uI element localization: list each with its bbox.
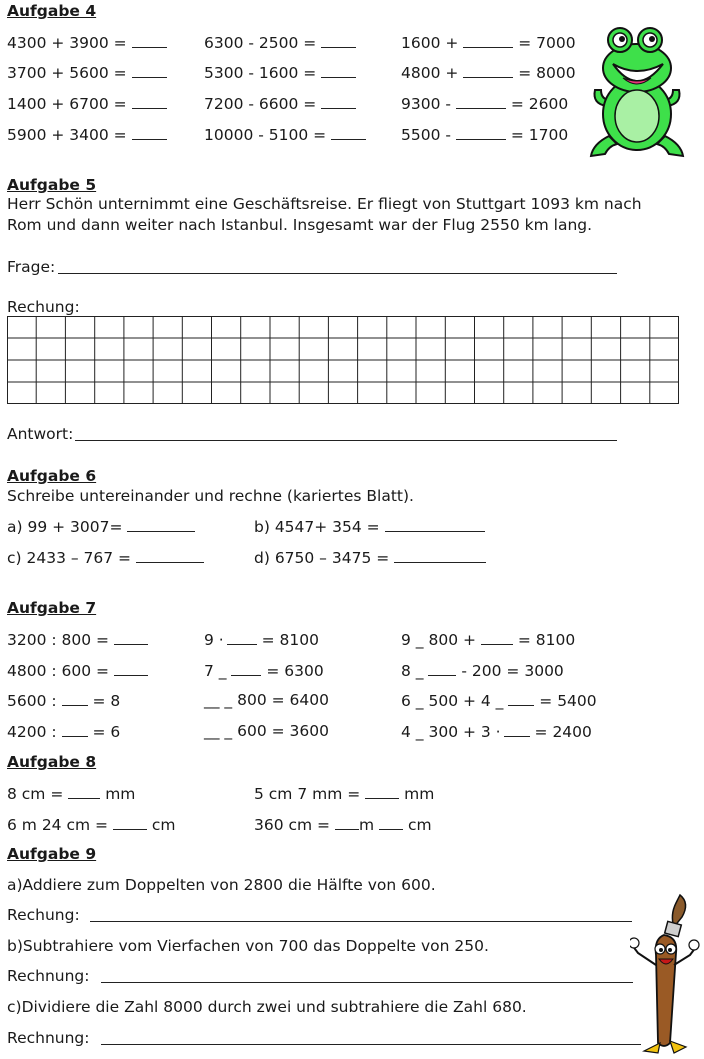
a8-task-b: 5 cm 7 mm = mm — [254, 785, 435, 803]
a5-rechung-label: Rechung: — [7, 298, 80, 316]
a5-antwort-label: Antwort: — [7, 425, 74, 443]
a5-problem-line-1: Herr Schön unternimmt eine Geschäftsreise. Er fliegt von Stuttgart 1093 km nach — [7, 195, 642, 213]
a9-answer-line-b[interactable] — [101, 982, 633, 983]
a7-r4-c2: __ _ 600 = 3600 — [204, 722, 329, 740]
aufgabe-9-heading: Aufgabe 9 — [7, 845, 97, 863]
calculation-grid[interactable] — [7, 316, 679, 404]
a7-r1-c1: 3200 : 800 = — [7, 630, 148, 649]
a7-r1-c2: 9 · = 8100 — [204, 631, 320, 649]
a7-r3-c1: 5600 : = 8 — [7, 692, 121, 710]
a4-r2-c1: 3700 + 5600 = — [7, 63, 167, 82]
aufgabe-7-heading: Aufgabe 7 — [7, 599, 97, 617]
aufgabe-8-heading: Aufgabe 8 — [7, 753, 97, 771]
a8-task-d: 360 cm = m cm — [254, 816, 432, 834]
a7-r3-c3: 6 _ 500 + 4 _ = 5400 — [401, 692, 597, 710]
a9-answer-line-c[interactable] — [101, 1044, 641, 1045]
paintbrush-character-illustration — [630, 893, 700, 1055]
a7-r3-c2: __ _ 800 = 6400 — [204, 691, 329, 709]
a6-task-d: d) 6750 – 3475 = — [254, 548, 486, 567]
frog-illustration — [587, 26, 687, 160]
a9-rechnung-c-label: Rechnung: — [7, 1029, 90, 1047]
a7-r1-c3: 9 _ 800 + = 8100 — [401, 631, 576, 649]
a6-task-a: a) 99 + 3007= — [7, 517, 195, 536]
a9-question-b: b)Subtrahiere vom Vierfachen von 700 das Doppelte von 250. — [7, 937, 489, 955]
a4-r3-c1: 1400 + 6700 = — [7, 94, 167, 113]
a9-question-a: a)Addiere zum Doppelten von 2800 die Hälfte von 600. — [7, 876, 436, 894]
a9-answer-line-a[interactable] — [90, 921, 632, 922]
a7-r4-c1: 4200 : = 6 — [7, 723, 121, 741]
a6-task-c: c) 2433 – 767 = — [7, 548, 204, 567]
a5-frage-label: Frage: — [7, 258, 56, 276]
a4-r4-c1: 5900 + 3400 = — [7, 125, 167, 144]
a5-problem-line-2: Rom und dann weiter nach Istanbul. Insgesamt war der Flug 2550 km lang. — [7, 216, 593, 234]
aufgabe-6-heading: Aufgabe 6 — [7, 467, 97, 485]
a5-frage-answer-line[interactable] — [58, 273, 617, 274]
a4-r1-c2: 6300 - 2500 = — [204, 33, 356, 52]
a7-r2-c3: 8 _ - 200 = 3000 — [401, 662, 564, 680]
a5-antwort-answer-line[interactable] — [75, 440, 617, 441]
a9-rechung-a-label: Rechung: — [7, 906, 80, 924]
a4-r1-c1: 4300 + 3900 = — [7, 33, 167, 52]
a4-r4-c3: 5500 - = 1700 — [401, 126, 569, 144]
a4-r3-c3: 9300 - = 2600 — [401, 95, 569, 113]
a9-rechnung-b-label: Rechnung: — [7, 967, 90, 985]
a4-r1-c3: 1600 + = 7000 — [401, 34, 576, 52]
aufgabe-4-heading: Aufgabe 4 — [7, 2, 97, 20]
a4-r2-c2: 5300 - 1600 = — [204, 63, 356, 82]
a6-instruction: Schreibe untereinander und rechne (kariertes Blatt). — [7, 487, 414, 505]
a4-r2-c3: 4800 + = 8000 — [401, 64, 576, 82]
a4-r4-c2: 10000 - 5100 = — [204, 125, 366, 144]
a7-r4-c3: 4 _ 300 + 3 · = 2400 — [401, 723, 592, 741]
a6-task-b: b) 4547+ 354 = — [254, 517, 485, 536]
a8-task-a: 8 cm = mm — [7, 785, 136, 803]
aufgabe-5-heading: Aufgabe 5 — [7, 176, 97, 194]
a7-r2-c2: 7 _ = 6300 — [204, 662, 324, 680]
a9-question-c: c)Dividiere die Zahl 8000 durch zwei und subtrahiere die Zahl 680. — [7, 998, 527, 1016]
a7-r2-c1: 4800 : 600 = — [7, 661, 148, 680]
a4-r3-c2: 7200 - 6600 = — [204, 94, 356, 113]
a8-task-c: 6 m 24 cm = cm — [7, 816, 176, 834]
